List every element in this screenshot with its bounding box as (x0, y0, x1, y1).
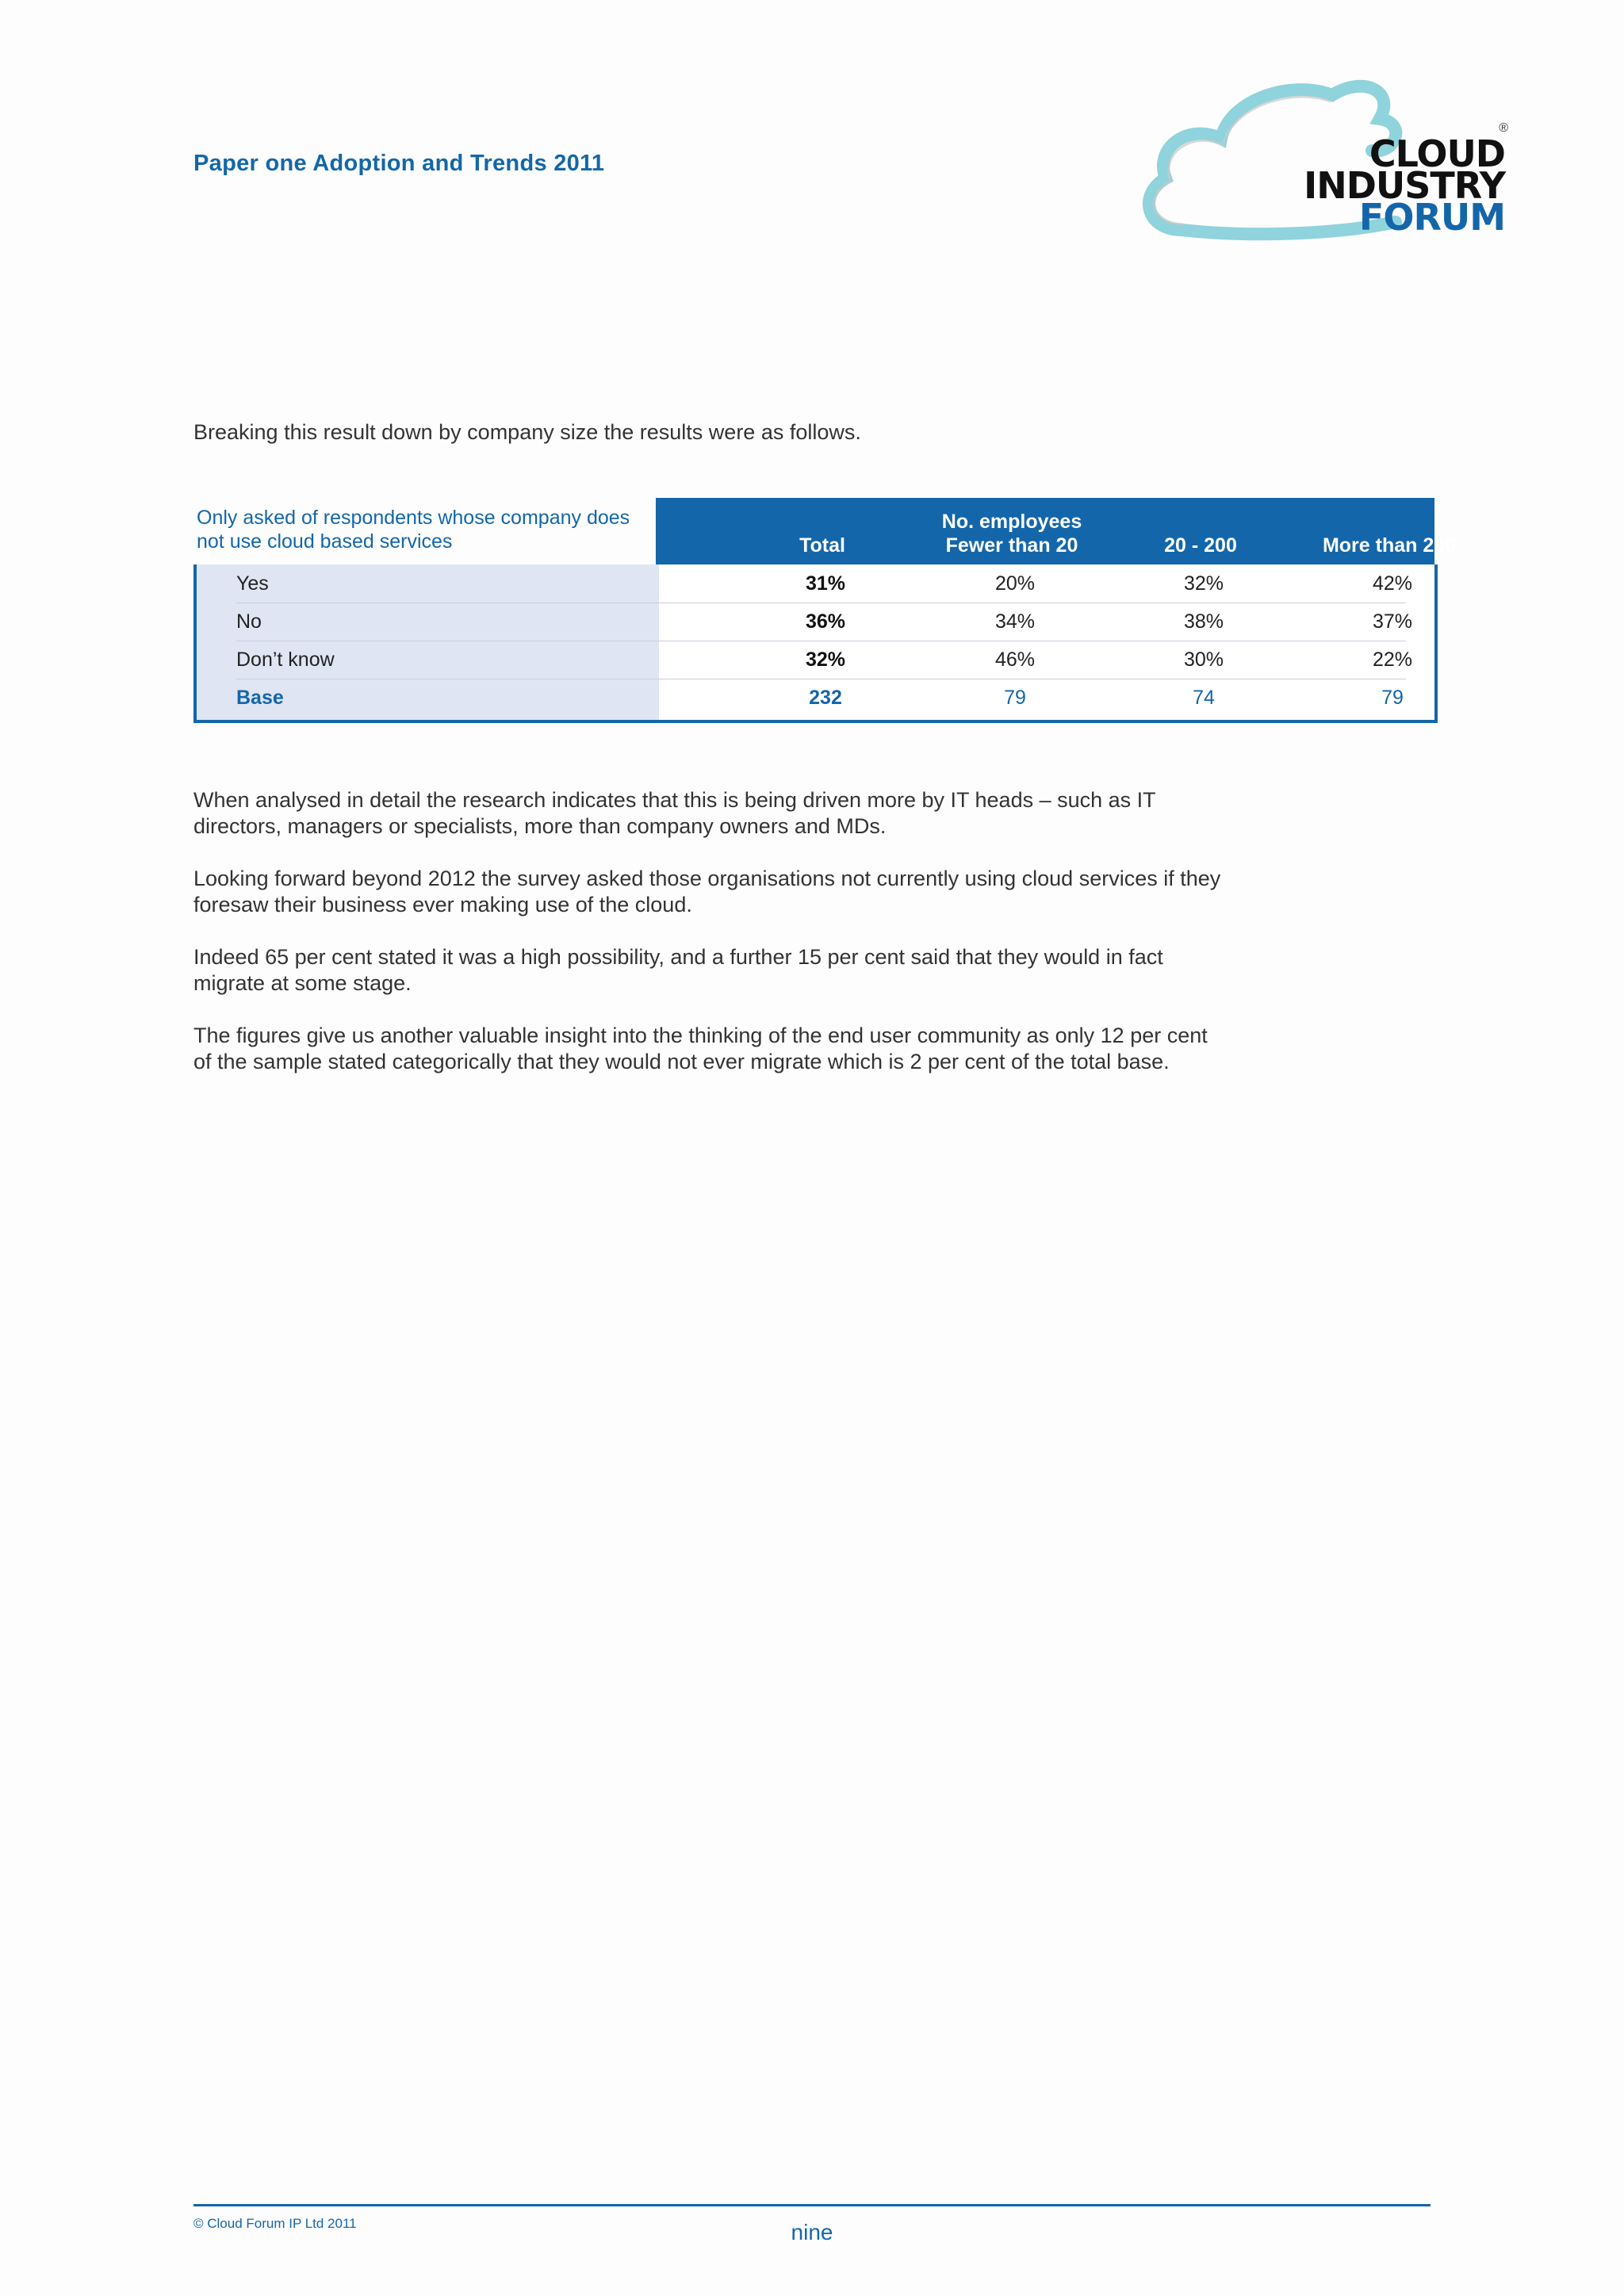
column-header-more-than-200: More than 200 (1322, 534, 1457, 557)
table-row (197, 641, 1434, 679)
row-label: Base (236, 687, 284, 709)
row-label: Don’t know (236, 649, 335, 671)
page-number: nine (791, 2220, 833, 2244)
column-header-fewer-than-20: Fewer than 20 (945, 534, 1078, 557)
cell: 42% (1372, 572, 1413, 595)
column-group-header: No. employees (941, 511, 1082, 533)
column-header-total: Total (799, 534, 845, 557)
intro-sentence: Breaking this result down by company size the results were as follows. (193, 420, 861, 444)
column-header-20-200: 20 - 200 (1164, 534, 1237, 557)
cell-total: 36% (805, 610, 846, 633)
document-header-title: Paper one Adoption and Trends 2011 (193, 151, 605, 176)
table-question-label: Only asked of respondents whose company does not use cloud based services (197, 507, 630, 553)
cell: 34% (994, 610, 1036, 633)
logo-text-industry: INDUSTRY (1304, 164, 1505, 207)
cell-total: 32% (805, 649, 846, 671)
cell: 30% (1183, 649, 1224, 671)
footer-copyright: © Cloud Forum IP Ltd 2011 (193, 2216, 357, 2231)
body-text (193, 787, 1224, 1101)
cell: 20% (994, 572, 1036, 595)
cell: 79 (1381, 687, 1404, 709)
cell: 74 (1193, 687, 1215, 709)
table-row (197, 603, 1434, 641)
paragraph: Looking forward beyond 2012 the survey asked those organisations not currently using cloud services if they foresaw their business ever making use of the cloud. (193, 867, 1221, 916)
table-header-bar (656, 498, 1457, 566)
logo-text-forum: FORUM (1358, 196, 1505, 239)
cell: 32% (1183, 572, 1224, 595)
cell: 22% (1372, 649, 1413, 671)
table-body (193, 564, 1438, 723)
registered-mark: ® (1499, 121, 1508, 135)
table-row-base (197, 679, 1434, 717)
results-table (193, 498, 1457, 725)
row-label: Yes (236, 572, 269, 595)
cell-total: 31% (805, 572, 846, 595)
cloud-industry-forum-logo (1134, 75, 1522, 254)
paragraph: When analysed in detail the research indicates that this is being driven more by IT heads – such as IT directors, managers or specialists, more than company owners and MDs. (193, 788, 1156, 838)
footer-divider (193, 2204, 1431, 2206)
cell: 46% (994, 649, 1036, 671)
table-row (197, 564, 1434, 603)
row-label: No (236, 610, 262, 633)
paragraph: The figures give us another valuable insight into the thinking of the end user community as only 12 per cent of the sample stated categorically that they would not ever migrate which is 2 per cent of the total base. (193, 1024, 1208, 1073)
cell: 38% (1183, 610, 1224, 633)
paragraph: Indeed 65 per cent stated it was a high possibility, and a further 15 per cent said that they would in fact migrate at some stage. (193, 945, 1163, 995)
cell: 37% (1372, 610, 1413, 633)
cell: 79 (1004, 687, 1026, 709)
cell-total: 232 (809, 687, 842, 709)
logo-text-cloud: CLOUD (1369, 132, 1505, 175)
